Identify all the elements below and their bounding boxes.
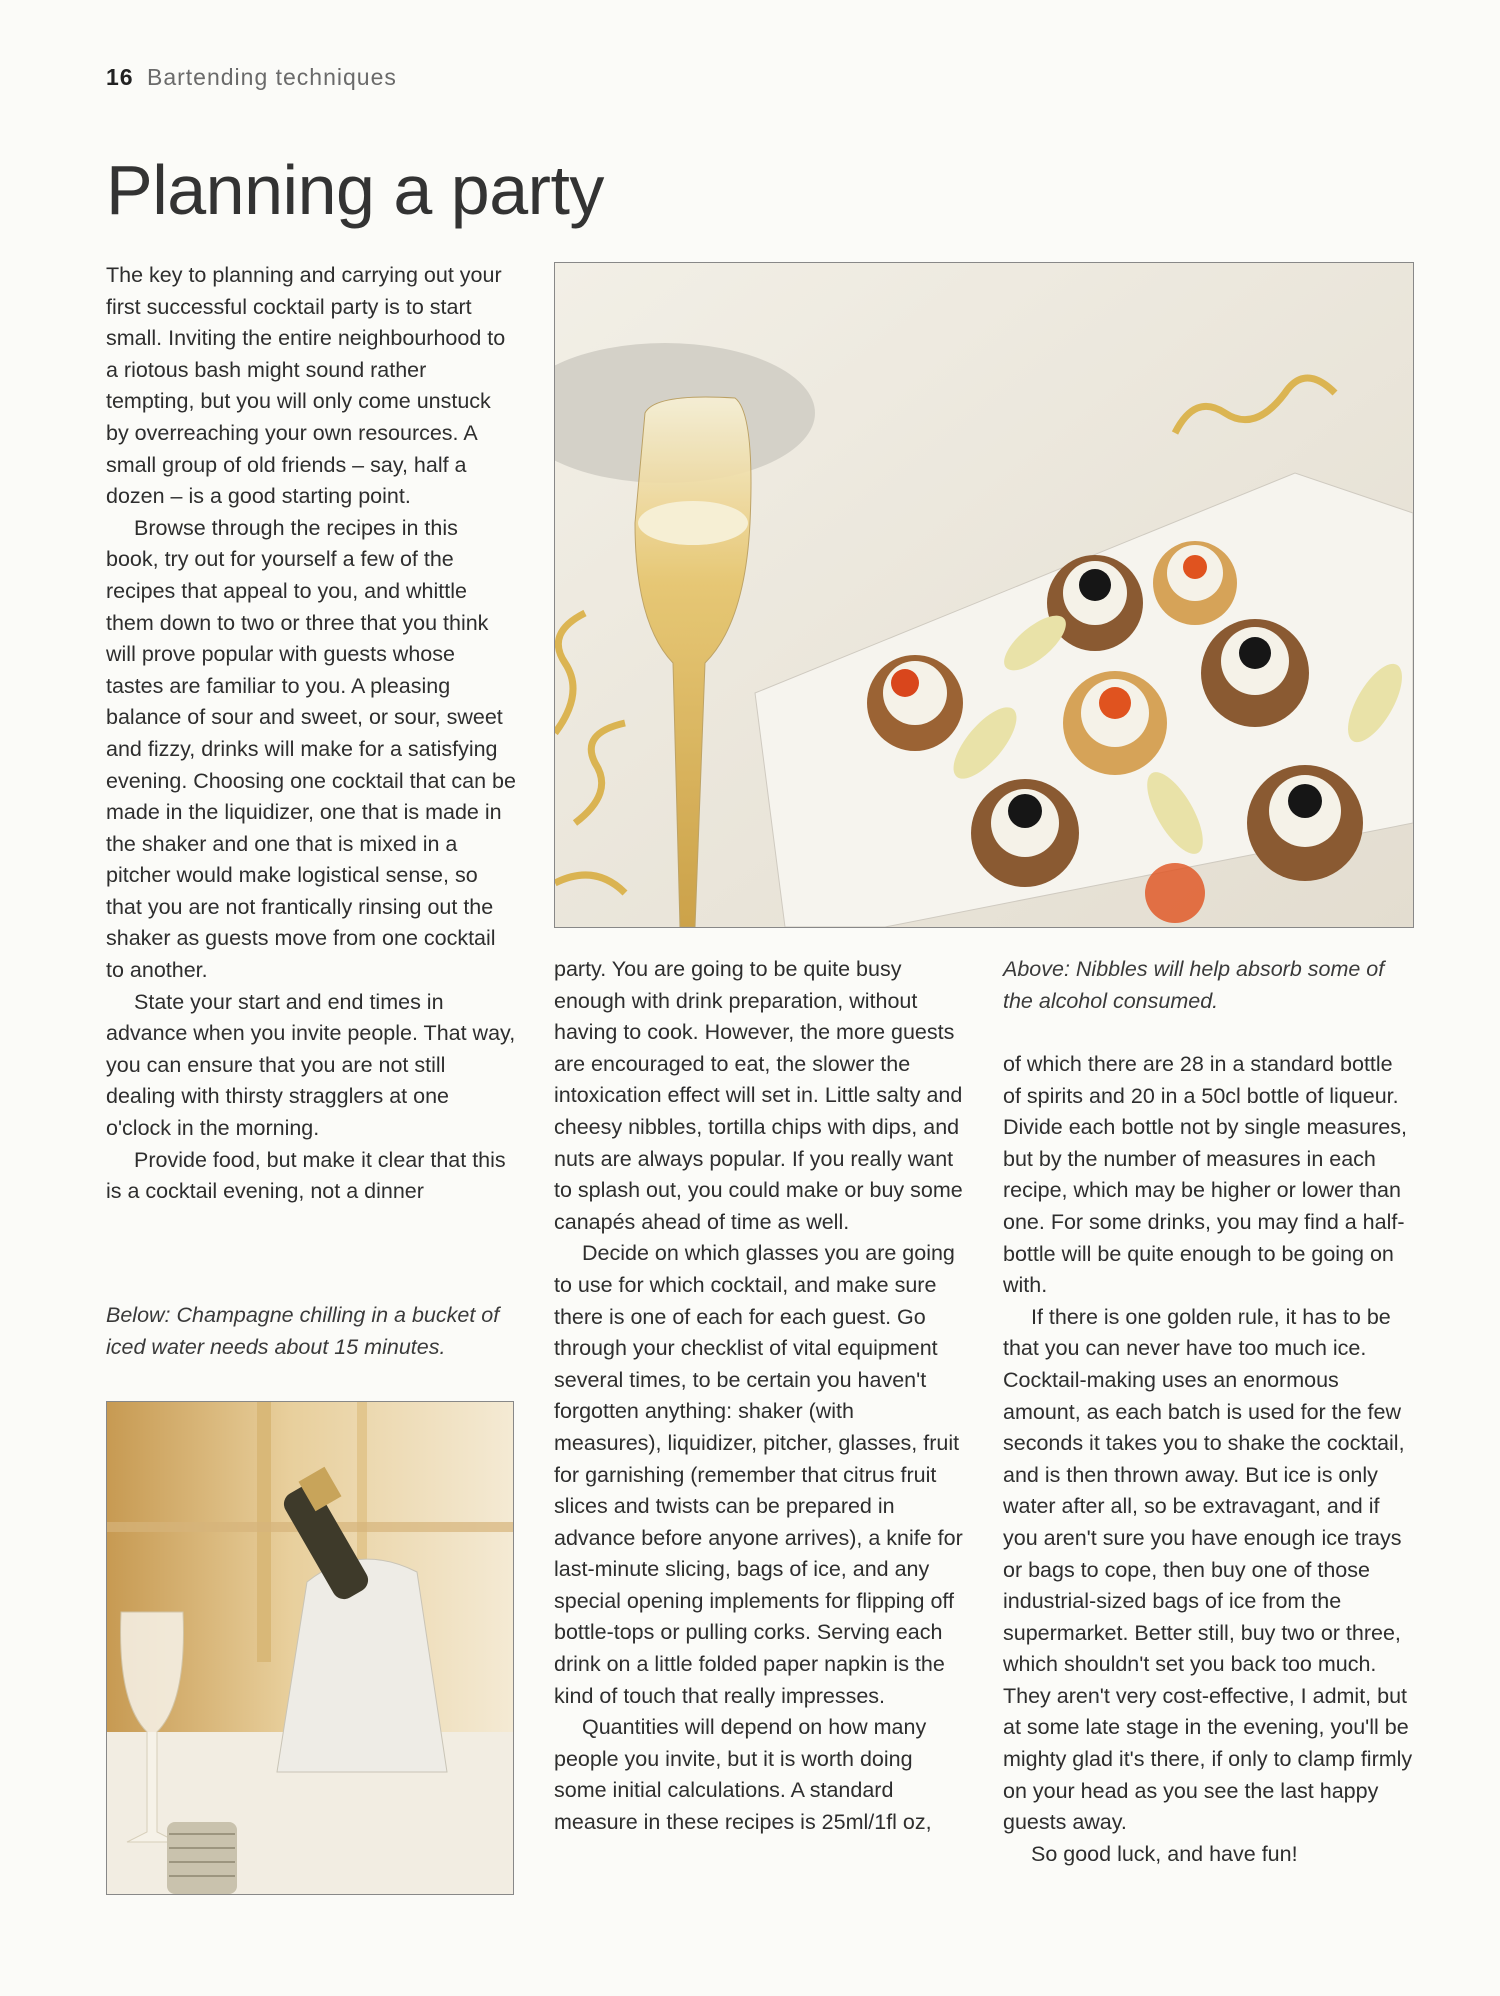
paragraph: Browse through the recipes in this book, try out for yourself a few of the recipes that appeal to you, and whittle them down to two or three that you think will prove popular with guests whose tastes are familiar to you. A pleasing balance of sour and sweet, or sour, sweet and fizzy, drinks will make for a satisfying evening. Choosing one cocktail that can be made in the liquidizer, one that is made in the shaker and one that is mixed in a pitcher would make logistical sense, so that you are not frantically rinsing out the shaker as guests move from one cocktail to another. xyxy=(106,515,516,983)
paragraph: So good luck, and have fun! xyxy=(1031,1841,1298,1866)
text-column-2 xyxy=(554,954,964,1839)
running-head xyxy=(106,64,397,91)
text-column-1 xyxy=(106,260,516,1208)
text-column-3 xyxy=(1003,1049,1413,1870)
section-title: Bartending techniques xyxy=(146,64,397,90)
champagne-bucket-photo xyxy=(106,1401,514,1895)
paragraph: If there is one golden rule, it has to be that you can never have too much ice. Cocktail-making uses an enormous amount, as each batch is used for the few seconds it takes you to shake the cocktail, and is then thrown away. But ice is only water after all, so be extravagant, and if you aren't sure you have enough ice trays or bags to cope, then buy one of those industrial-sized bags of ice from the supermarket. Better still, buy two or three, which shouldn't set you back too much. They aren't very cost-effective, I admit, but at some late stage in the evening, you'll be mighty glad it's there, if only to clamp firmly on your head as you see the last happy guests away. xyxy=(1003,1304,1413,1835)
caption-nibbles: Above: Nibbles will help absorb some of the alcohol consumed. xyxy=(1003,957,1385,1013)
paragraph: State your start and end times in advance when you invite people. That way, you can ensure that you are not still dealing with thirsty stragglers at one o'clock in the morning. xyxy=(106,989,516,1141)
page-title: Planning a party xyxy=(106,151,604,229)
paragraph: Decide on which glasses you are going to use for which cocktail, and make sure there is one of each for each guest. Go through your checklist of vital equipment several times, to be certain you haven't forgotten anything: shaker (with measures), liquidizer, pitcher, glasses, fruit for garnishing (remember that citrus fruit slices and twists can be prepared in advance before anyone arrives), a knife for last-minute slicing, bags of ice, and any special opening implements for flipping off bottle-tops or pulling corks. Serving each drink on a little folded paper napkin is the kind of touch that really impresses. xyxy=(554,1241,963,1708)
page-number: 16 xyxy=(106,64,134,90)
canapes-photo xyxy=(554,262,1414,928)
paragraph: party. You are going to be quite busy enough with drink preparation, without having to cook. However, the more guests are encouraged to eat, the slower the intoxication effect will set in. Little salty and cheesy nibbles, tortilla chips with dips, and nuts are always popular. If you really want to splash out, you could make or buy some canapés ahead of time as well. xyxy=(554,957,963,1234)
paragraph: The key to planning and carrying out your first successful cocktail party is to start small. Inviting the entire neighbourhood to a riotous bash might sound rather tempting, but you will only come unstuck by overreaching your own resources. A small group of old friends – say, half a dozen – is a good starting point. xyxy=(106,263,506,509)
paragraph: Provide food, but make it clear that this is a cocktail evening, not a dinner xyxy=(106,1147,506,1204)
caption-champagne: Below: Champagne chilling in a bucket of iced water needs about 15 minutes. xyxy=(106,1303,500,1359)
paragraph: Quantities will depend on how many people you invite, but it is worth doing some initial calculations. A standard measure in these recipes is 25ml/1fl oz, xyxy=(554,1715,932,1835)
paragraph: of which there are 28 in a standard bottle of spirits and 20 in a 50cl bottle of liqueur. Divide each bottle not by single measures, but by the number of measures in each recipe, which may be higher or lower than one. For some drinks, you may find a half-bottle will be quite enough to be going on with. xyxy=(1003,1052,1407,1298)
